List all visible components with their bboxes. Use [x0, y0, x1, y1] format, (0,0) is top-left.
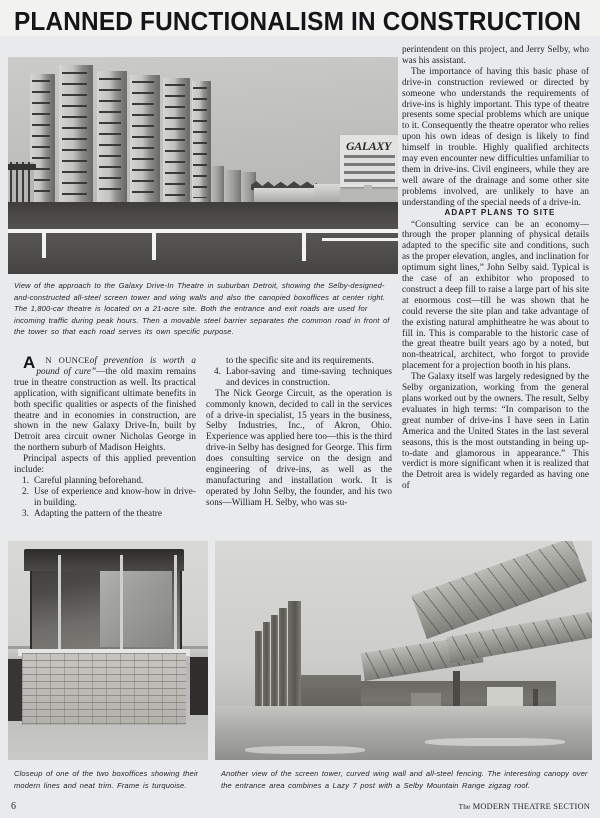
- list-item: [214, 366, 392, 388]
- tower-fin: [130, 75, 158, 202]
- paragraph-consulting-service: “Consulting service can be an economy—through the proper planning of physical details adapted to the specific site and conditions, such as the proper elevation, angles, and inclination for optimum sight lines,” John Selby said. Typical is the case of an exhibitor who proposed to construct a deep fill to raise a large part of his site at enormous cost—till he was shown that he could reverse the site plan and take advantage of the existing natural amphitheatre he was about to fill in. This is comparable to the historic case of the great theatre built years ago by a noted, but non-theatrical, architect, who forgot to provide placement for a projection booth in his plans.: [402, 218, 589, 371]
- list-item: [22, 475, 196, 486]
- screen-tower-approach-photo: [8, 57, 398, 274]
- window-mullion: [58, 555, 61, 651]
- low-building: [314, 184, 340, 202]
- tower-fin: [97, 71, 125, 202]
- caption-boxoffice-photo: Closeup of one of the two boxoffices showing their modern lines and neat trim. Frame is turquoise.: [14, 769, 199, 790]
- list-item: [22, 486, 196, 508]
- caption-tower-photo: Another view of the screen tower, curved wing wall and all-steel fencing. The interesting canopy over the entrance area combines a Lazy 7 post with a Selby Mountain Range zigzag roof.: [221, 769, 588, 790]
- tower-fin: [279, 608, 287, 721]
- marquee-sign: [340, 135, 398, 187]
- body-column-2: [206, 355, 392, 508]
- tower-fin: [59, 65, 91, 202]
- boxoffice-roof: [24, 549, 184, 571]
- paragraph-nick-george-circuit: The Nick George Circuit, as the operation is commonly known, decided to call in the services of a drive-in specialist, 15 years in the business, Selby Industries, Inc., of Akron, Ohio. Experience was applied here too—this is the third drive-in Selby has designed for George. This firm does consulting service on the design and engineering of drive-ins, as well as the manufacturing and installation work. It is operated by John Selby, the founder, and his two sons—William H. Selby, who was su-: [206, 387, 392, 507]
- list-text: Labor-saving and time-saving techniques and devices in construction.: [226, 365, 392, 387]
- drop-cap: A: [23, 353, 36, 372]
- marquee-text: GALAXY: [346, 139, 391, 153]
- list-text: Adapting the pattern of the theatre: [34, 507, 163, 518]
- rail-post: [302, 231, 306, 261]
- page-number: 6: [11, 801, 16, 812]
- wing-wall: [224, 170, 240, 202]
- section-footer: [459, 802, 590, 811]
- lead-rest: —the old maxim remains true in theatre construction as well. Its practical application, with significant ultimate benefits in both specific qualities or aspects of the finished theatre and in economies in construction, are shown in the new Galaxy Drive-In, built by Detroit area circuit owner Nicholas George in the northern suburb of Madison Heights.: [14, 365, 196, 453]
- guard-rail: [322, 238, 398, 241]
- list-text: Use of experience and know-how in drive-in building.: [34, 485, 196, 507]
- marquee-post: [364, 185, 372, 201]
- adjacent-wall-right: [190, 657, 208, 715]
- paragraph-lead: [14, 355, 196, 453]
- screen-tower: [255, 601, 301, 721]
- caption-main-photo: View of the approach to the Galaxy Drive-In Theatre in suburban Detroit, showing the Selby-designed-and-constructed all-steel screen tower and wing walls and also the canopied boxoffices at center right. The 1,800-car theatre is located on a 21-acre site. Both the entrance and exit roads are used for incoming traffic during peak hours. Then a movable steel barrier separates the common road in front of the tower so that each road serves its own specific purpose.: [14, 281, 390, 336]
- boxoffice-structures: [254, 188, 314, 202]
- guard-rail: [8, 229, 398, 233]
- list-number: 4.: [214, 365, 221, 376]
- snow-patch: [245, 746, 365, 754]
- paragraph-principal-aspects: Principal aspects of this applied prevention include:: [14, 453, 196, 475]
- list-number: 2.: [22, 485, 29, 496]
- rail-post: [42, 231, 46, 258]
- list-number: 3.: [22, 507, 29, 518]
- window-mullion: [120, 555, 123, 651]
- list-text: Careful planning beforehand.: [34, 474, 144, 485]
- prevention-list-part1: [14, 475, 196, 519]
- subheading-adapt-plans-to-site: ADAPT PLANS TO SITE: [444, 207, 556, 217]
- wing-wall: [211, 166, 223, 202]
- footer-section-name: MODERN THEATRE SECTION: [472, 802, 590, 811]
- body-column-1: [14, 355, 196, 519]
- list-item-continuation: [214, 355, 392, 366]
- lead-italic: of prevention is worth a pound of cure”: [36, 355, 196, 376]
- footer-the: The: [458, 803, 471, 811]
- rail-post: [152, 231, 156, 260]
- brick-base: [22, 653, 186, 725]
- glass-reflection: [100, 559, 172, 647]
- paragraph-galaxy-redesigned: The Galaxy itself was largely redesigned by the Selby organization, working from the general plans worked out by the owners. The result, Selby evaluates in high terms: “In comparison to the great number of drive-ins I have seen in Latin America and the United States in the last several seasons, this is the most outstanding in being up-to-date and glamorous in appearance.” This verdict is more significant when it is realized that the Detroit area is widely regarded as having one of: [402, 371, 589, 491]
- list-number: 1.: [22, 474, 29, 485]
- page-title: PLANNED FUNCTIONALISM IN CONSTRUCTION: [14, 8, 582, 36]
- window-mullion: [174, 555, 177, 651]
- tower-fin: [288, 601, 301, 721]
- body-column-3: [402, 44, 589, 491]
- paragraph-importance: The importance of having this basic phase of drive-in construction reviewed or directed by someone who understands the requirements of drive-ins is highly important. This type of theatre presents some special problems which are unique to it. Consequently the theatre operator who relies upon his own ideas of design is likely to find himself in trouble. Highly qualified architects may even encounter new difficulties unfamiliar to them in drive-ins. Civil engineers, while they are well aware of the drainage and some other site problems involved, are unlikely to have an understanding of the special needs of a drive-in.: [402, 65, 589, 207]
- paragraph-continued: perintendent on this project, and Jerry Selby, who was his assistant.: [402, 44, 589, 65]
- list-text-continued: to the specific site and its requirements.: [226, 355, 374, 365]
- prevention-list-part2: [206, 355, 392, 388]
- snow-patch: [425, 738, 565, 746]
- marquee-letterboard: [344, 155, 395, 184]
- tower-fin: [163, 78, 188, 202]
- tower-fin: [192, 81, 209, 202]
- small-caps-lead: N OUNCE: [45, 355, 90, 365]
- screen-tower-canopy-photo: [215, 541, 592, 760]
- boxoffice-closeup-photo: [8, 541, 208, 760]
- list-item: [22, 508, 196, 519]
- fence-cap: [8, 164, 36, 170]
